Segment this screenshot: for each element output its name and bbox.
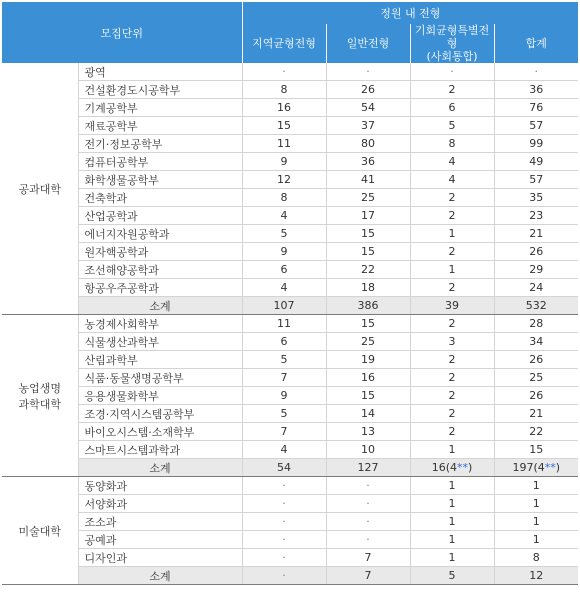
quota-cell: 1 bbox=[410, 225, 494, 243]
quota-cell: 4 bbox=[242, 441, 326, 459]
quota-cell: 6 bbox=[242, 261, 326, 279]
quota-cell: 8 bbox=[494, 549, 578, 567]
table-row bbox=[2, 207, 578, 225]
quota-cell: 9 bbox=[242, 243, 326, 261]
quota-cell: 15 bbox=[326, 315, 410, 333]
table-row bbox=[2, 333, 578, 351]
department-name: 전기·정보공학부 bbox=[78, 135, 242, 153]
quota-cell: 15 bbox=[494, 441, 578, 459]
table-row bbox=[2, 153, 578, 171]
quota-cell: · bbox=[410, 63, 494, 81]
quota-cell: 49 bbox=[494, 153, 578, 171]
subtotal-v2 bbox=[326, 297, 410, 315]
college-name: 미술대학 bbox=[2, 477, 78, 585]
department-name: 항공우주공학과 bbox=[78, 279, 242, 297]
quota-cell: 1 bbox=[410, 513, 494, 531]
subtotal-value: 16(4 bbox=[431, 461, 458, 474]
department-name: 농경제사회학부 bbox=[78, 315, 242, 333]
quota-cell: 34 bbox=[494, 333, 578, 351]
quota-cell: 1 bbox=[494, 495, 578, 513]
table-row bbox=[2, 171, 578, 189]
quota-cell: · bbox=[242, 531, 326, 549]
quota-cell: 10 bbox=[326, 441, 410, 459]
table-row bbox=[2, 243, 578, 261]
department-name: 재료공학부 bbox=[78, 117, 242, 135]
quota-cell: 2 bbox=[410, 405, 494, 423]
subtotal-v2 bbox=[326, 567, 410, 585]
table-row bbox=[2, 135, 578, 153]
quota-cell: 7 bbox=[242, 423, 326, 441]
subtotal-v1 bbox=[242, 297, 326, 315]
quota-cell: 29 bbox=[494, 261, 578, 279]
department-name: 컴퓨터공학부 bbox=[78, 153, 242, 171]
department-name: 응용생물화학부 bbox=[78, 387, 242, 405]
subtotal-value: 12 bbox=[529, 569, 544, 582]
subtotal-v1 bbox=[242, 567, 326, 585]
subtotal-value: 197(4 bbox=[512, 461, 545, 474]
quota-cell: 6 bbox=[410, 99, 494, 117]
subtotal-value: 532 bbox=[525, 299, 547, 312]
subtotal-value: 386 bbox=[357, 299, 379, 312]
quota-cell: · bbox=[326, 495, 410, 513]
department-name: 서양화과 bbox=[78, 495, 242, 513]
quota-cell: 23 bbox=[494, 207, 578, 225]
quota-cell: 1 bbox=[410, 441, 494, 459]
quota-cell: 35 bbox=[494, 189, 578, 207]
quota-cell: 19 bbox=[326, 351, 410, 369]
table-row bbox=[2, 99, 578, 117]
quota-cell: 2 bbox=[410, 243, 494, 261]
quota-cell: 41 bbox=[326, 171, 410, 189]
table-row bbox=[2, 441, 578, 459]
quota-cell: 11 bbox=[242, 135, 326, 153]
quota-cell: 7 bbox=[242, 369, 326, 387]
quota-cell: 18 bbox=[326, 279, 410, 297]
subtotal-label: 소계 bbox=[78, 567, 242, 585]
table-row bbox=[2, 351, 578, 369]
college-name: 농업생명 과학대학 bbox=[2, 315, 78, 477]
department-name: 스마트시스템과학과 bbox=[78, 441, 242, 459]
quota-cell: 21 bbox=[494, 225, 578, 243]
footnote-mark: ** bbox=[457, 461, 469, 474]
subtotal-paren: ) bbox=[555, 461, 561, 474]
table-row bbox=[2, 423, 578, 441]
quota-cell: 5 bbox=[242, 225, 326, 243]
quota-cell: 13 bbox=[326, 423, 410, 441]
table-row bbox=[2, 81, 578, 99]
quota-cell: 1 bbox=[494, 477, 578, 495]
quota-cell: 37 bbox=[326, 117, 410, 135]
department-name: 건설환경도시공학부 bbox=[78, 81, 242, 99]
quota-cell: 99 bbox=[494, 135, 578, 153]
table-row bbox=[2, 495, 578, 513]
quota-cell: 8 bbox=[410, 135, 494, 153]
department-name: 산업공학과 bbox=[78, 207, 242, 225]
quota-cell: 57 bbox=[494, 171, 578, 189]
quota-cell: 15 bbox=[326, 387, 410, 405]
quota-cell: 4 bbox=[410, 153, 494, 171]
table-row bbox=[2, 549, 578, 567]
subtotal-value: 7 bbox=[364, 569, 372, 582]
quota-cell: 15 bbox=[242, 117, 326, 135]
quota-cell: 2 bbox=[410, 423, 494, 441]
subtotal-value: 127 bbox=[357, 461, 379, 474]
quota-cell: 4 bbox=[410, 171, 494, 189]
quota-cell: 4 bbox=[242, 207, 326, 225]
department-name: 식품·동물생명공학부 bbox=[78, 369, 242, 387]
subtotal-value: 54 bbox=[277, 461, 292, 474]
quota-cell: 24 bbox=[494, 279, 578, 297]
department-name: 에너지자원공학과 bbox=[78, 225, 242, 243]
quota-cell: · bbox=[326, 531, 410, 549]
college-name: 공과대학 bbox=[2, 63, 78, 315]
quota-cell: 8 bbox=[242, 81, 326, 99]
quota-cell: 17 bbox=[326, 207, 410, 225]
quota-cell: 25 bbox=[326, 333, 410, 351]
header-col-general: 일반전형 bbox=[326, 24, 410, 63]
quota-cell: 1 bbox=[410, 495, 494, 513]
table-row bbox=[2, 279, 578, 297]
quota-cell: 2 bbox=[410, 351, 494, 369]
quota-cell: 2 bbox=[410, 387, 494, 405]
header-col-regional: 지역균형전형 bbox=[242, 24, 326, 63]
quota-cell: · bbox=[242, 63, 326, 81]
quota-cell: 12 bbox=[242, 171, 326, 189]
table-row bbox=[2, 117, 578, 135]
table-row bbox=[2, 315, 578, 333]
subtotal-v3 bbox=[410, 459, 494, 477]
department-name: 공예과 bbox=[78, 531, 242, 549]
quota-cell: 3 bbox=[410, 333, 494, 351]
quota-cell: 22 bbox=[494, 423, 578, 441]
quota-cell: 1 bbox=[410, 531, 494, 549]
quota-cell: · bbox=[326, 63, 410, 81]
subtotal-v4 bbox=[494, 297, 578, 315]
quota-cell: 5 bbox=[242, 351, 326, 369]
subtotal-row bbox=[2, 297, 578, 315]
quota-cell: 9 bbox=[242, 153, 326, 171]
department-name: 광역 bbox=[78, 63, 242, 81]
department-name: 원자핵공학과 bbox=[78, 243, 242, 261]
quota-cell: · bbox=[326, 513, 410, 531]
subtotal-label: 소계 bbox=[78, 297, 242, 315]
quota-cell: 16 bbox=[242, 99, 326, 117]
quota-cell: · bbox=[242, 549, 326, 567]
quota-cell: 4 bbox=[242, 279, 326, 297]
quota-cell: 26 bbox=[326, 81, 410, 99]
subtotal-row bbox=[2, 567, 578, 585]
department-name: 기계공학부 bbox=[78, 99, 242, 117]
quota-cell: · bbox=[242, 513, 326, 531]
quota-cell: 2 bbox=[410, 279, 494, 297]
table-row bbox=[2, 387, 578, 405]
quota-cell: 57 bbox=[494, 117, 578, 135]
header-col-opportunity: 기회균형특별전형 (사회통합) bbox=[410, 24, 494, 63]
subtotal-value: 107 bbox=[273, 299, 295, 312]
table-row bbox=[2, 63, 578, 81]
quota-cell: 1 bbox=[494, 513, 578, 531]
department-name: 식물생산과학부 bbox=[78, 333, 242, 351]
department-name: 동양화과 bbox=[78, 477, 242, 495]
quota-cell: · bbox=[494, 63, 578, 81]
department-name: 바이오시스템·소재학부 bbox=[78, 423, 242, 441]
table-body bbox=[2, 63, 578, 585]
quota-cell: 2 bbox=[410, 189, 494, 207]
quota-cell: 1 bbox=[410, 549, 494, 567]
department-name: 조경·지역시스템공학부 bbox=[78, 405, 242, 423]
department-name: 조소과 bbox=[78, 513, 242, 531]
header-unit: 모집단위 bbox=[2, 2, 242, 63]
subtotal-v1 bbox=[242, 459, 326, 477]
subtotal-value: 39 bbox=[445, 299, 460, 312]
quota-cell: 25 bbox=[326, 189, 410, 207]
table-row bbox=[2, 261, 578, 279]
quota-cell: 7 bbox=[326, 549, 410, 567]
quota-cell: 8 bbox=[242, 189, 326, 207]
subtotal-paren: ) bbox=[468, 461, 473, 474]
quota-cell: 15 bbox=[326, 225, 410, 243]
quota-cell: 25 bbox=[494, 369, 578, 387]
quota-cell: 14 bbox=[326, 405, 410, 423]
subtotal-value: · bbox=[282, 569, 286, 582]
quota-cell: · bbox=[242, 495, 326, 513]
quota-cell: 54 bbox=[326, 99, 410, 117]
subtotal-v4 bbox=[494, 567, 578, 585]
quota-cell: 26 bbox=[494, 243, 578, 261]
quota-cell: 2 bbox=[410, 369, 494, 387]
subtotal-v3 bbox=[410, 297, 494, 315]
quota-cell: 1 bbox=[494, 531, 578, 549]
quota-cell: 16 bbox=[326, 369, 410, 387]
table-row bbox=[2, 369, 578, 387]
quota-cell: 2 bbox=[410, 81, 494, 99]
quota-cell: 21 bbox=[494, 405, 578, 423]
quota-cell: 2 bbox=[410, 315, 494, 333]
table-row bbox=[2, 189, 578, 207]
header-group: 정원 내 전형 bbox=[242, 2, 578, 24]
table-row bbox=[2, 513, 578, 531]
quota-cell: 26 bbox=[494, 351, 578, 369]
quota-cell: 11 bbox=[242, 315, 326, 333]
quota-cell: 2 bbox=[410, 207, 494, 225]
department-name: 화학생물공학부 bbox=[78, 171, 242, 189]
subtotal-row bbox=[2, 459, 578, 477]
subtotal-label: 소계 bbox=[78, 459, 242, 477]
quota-cell: · bbox=[242, 477, 326, 495]
quota-cell: 1 bbox=[410, 477, 494, 495]
quota-cell: 26 bbox=[494, 387, 578, 405]
header-col-total: 합계 bbox=[494, 24, 578, 63]
table-row bbox=[2, 531, 578, 549]
table-row bbox=[2, 405, 578, 423]
table-row bbox=[2, 477, 578, 495]
quota-cell: 15 bbox=[326, 243, 410, 261]
quota-cell: 36 bbox=[326, 153, 410, 171]
department-name: 산림과학부 bbox=[78, 351, 242, 369]
footnote-mark: ** bbox=[544, 461, 556, 474]
subtotal-v4 bbox=[494, 459, 578, 477]
quota-cell: 9 bbox=[242, 387, 326, 405]
admission-quota-table bbox=[2, 2, 578, 585]
department-name: 건축학과 bbox=[78, 189, 242, 207]
subtotal-v3 bbox=[410, 567, 494, 585]
table-row bbox=[2, 225, 578, 243]
department-name: 조선해양공학과 bbox=[78, 261, 242, 279]
quota-cell: 5 bbox=[242, 405, 326, 423]
quota-cell: 1 bbox=[410, 261, 494, 279]
quota-cell: 80 bbox=[326, 135, 410, 153]
subtotal-v2 bbox=[326, 459, 410, 477]
quota-cell: 28 bbox=[494, 315, 578, 333]
quota-cell: 76 bbox=[494, 99, 578, 117]
quota-cell: 22 bbox=[326, 261, 410, 279]
subtotal-value: 5 bbox=[448, 569, 456, 582]
quota-cell: 36 bbox=[494, 81, 578, 99]
quota-cell: 6 bbox=[242, 333, 326, 351]
department-name: 디자인과 bbox=[78, 549, 242, 567]
quota-cell: 5 bbox=[410, 117, 494, 135]
quota-cell: · bbox=[326, 477, 410, 495]
